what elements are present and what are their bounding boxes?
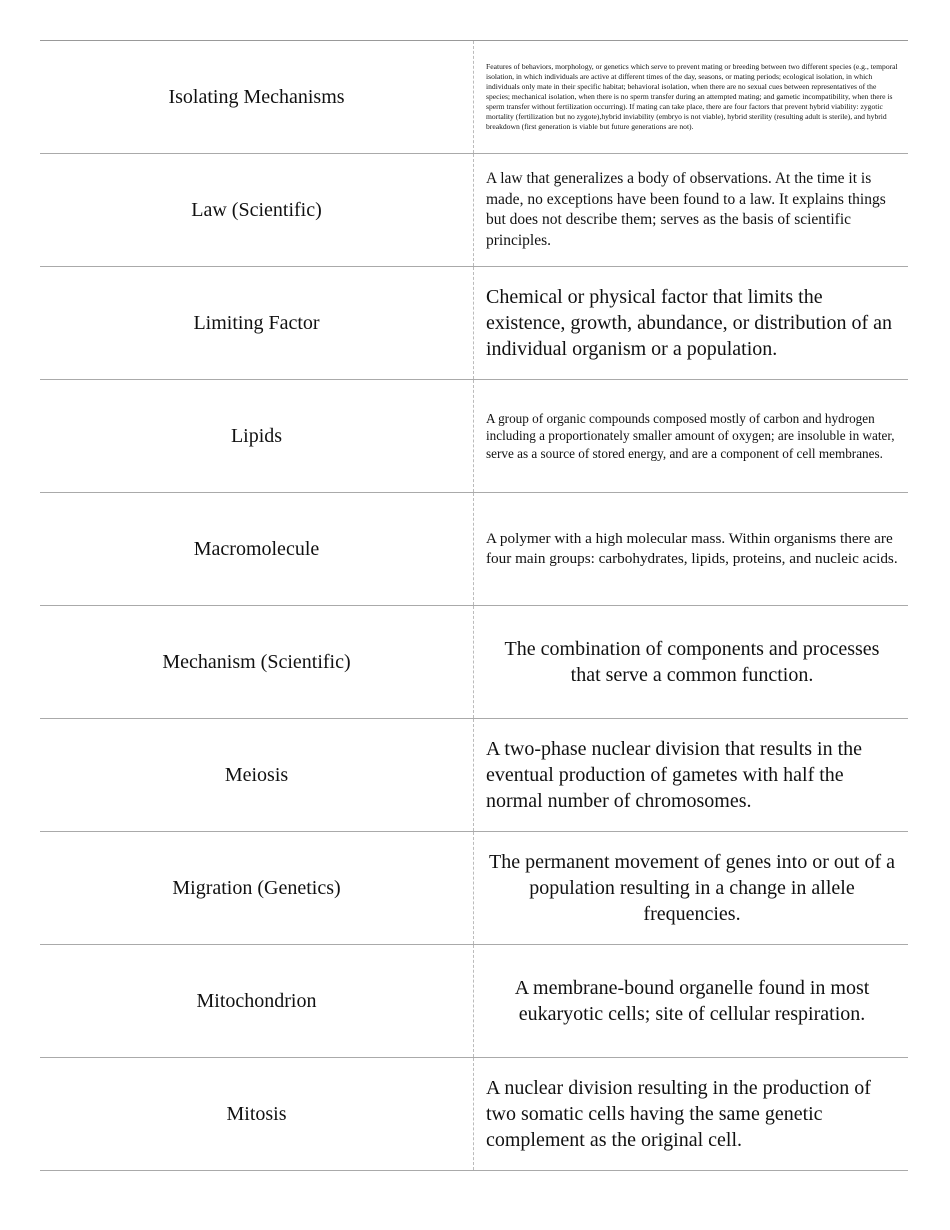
card-term: Mechanism (Scientific) bbox=[40, 606, 474, 718]
card-row bbox=[40, 41, 908, 154]
card-definition: A two-phase nuclear division that results in the eventual production of gametes with half the normal number of chromosomes. bbox=[486, 738, 863, 812]
card-row bbox=[40, 719, 908, 832]
card-term: Limiting Factor bbox=[40, 267, 474, 379]
card-row bbox=[40, 493, 908, 606]
card-term: Mitosis bbox=[40, 1058, 474, 1170]
card-term: Law (Scientific) bbox=[40, 154, 474, 266]
card-term: Lipids bbox=[40, 380, 474, 492]
card-definition: A membrane-bound organelle found in most eukaryotic cells; site of cellular respiration. bbox=[514, 977, 870, 1025]
card-definition: A group of organic compounds composed mostly of carbon and hydrogen including a proportionately smaller amount of oxygen; are insoluble in water, serve as a source of stored energy, and are a component of cell membranes. bbox=[486, 410, 895, 461]
card-definition: A polymer with a high molecular mass. Within organisms there are four main groups: carbohydrates, lipids, proteins, and nucleic acids. bbox=[486, 529, 898, 567]
card-row bbox=[40, 945, 908, 1058]
card-definition: A law that generalizes a body of observations. At the time it is made, no exceptions have been found to a law. It explains things but does not describe them; serves as the basis of scientific principles. bbox=[486, 170, 886, 249]
card-definition: A nuclear division resulting in the production of two somatic cells having the same genetic complement as the original cell. bbox=[486, 1077, 871, 1151]
card-definition: The permanent movement of genes into or out of a population resulting in a change in allele frequencies. bbox=[489, 851, 895, 925]
card-definition: Features of behaviors, morphology, or genetics which serve to prevent mating or breeding between two different species (e.g., temporal isolation, in which individuals are active at different times of the day, seasons, or mating periods; ecological isolation, in which individuals only mate in their specific habitat; behavioral isolation, when there are no sexual cues between representatives of the species; mechanical isolation, when there is no sperm transfer during an attempted mating; and gametic incompatibility, when there is sperm transfer without fertilization occurring). If mating can take place, there are four factors that prevent hybrid viability: zygotic mortality (fertilization but no zygote),hybrid inviability (embryo is not viable), hybrid sterility (resulting adult is sterile), and hybrid breakdown (first generation is viable but future generations are not). bbox=[486, 62, 898, 131]
card-term: Isolating Mechanisms bbox=[40, 41, 474, 153]
card-row bbox=[40, 606, 908, 719]
card-term: Mitochondrion bbox=[40, 945, 474, 1057]
card-term: Macromolecule bbox=[40, 493, 474, 605]
card-definition: The combination of components and processes that serve a common function. bbox=[504, 638, 880, 686]
card-row bbox=[40, 832, 908, 945]
card-row bbox=[40, 380, 908, 493]
flashcard-table bbox=[40, 40, 908, 1171]
card-term: Migration (Genetics) bbox=[40, 832, 474, 944]
card-definition: Chemical or physical factor that limits the existence, growth, abundance, or distribution of an individual organism or a population. bbox=[486, 286, 892, 360]
card-row bbox=[40, 154, 908, 267]
card-term: Meiosis bbox=[40, 719, 474, 831]
card-row bbox=[40, 1058, 908, 1171]
card-row bbox=[40, 267, 908, 380]
